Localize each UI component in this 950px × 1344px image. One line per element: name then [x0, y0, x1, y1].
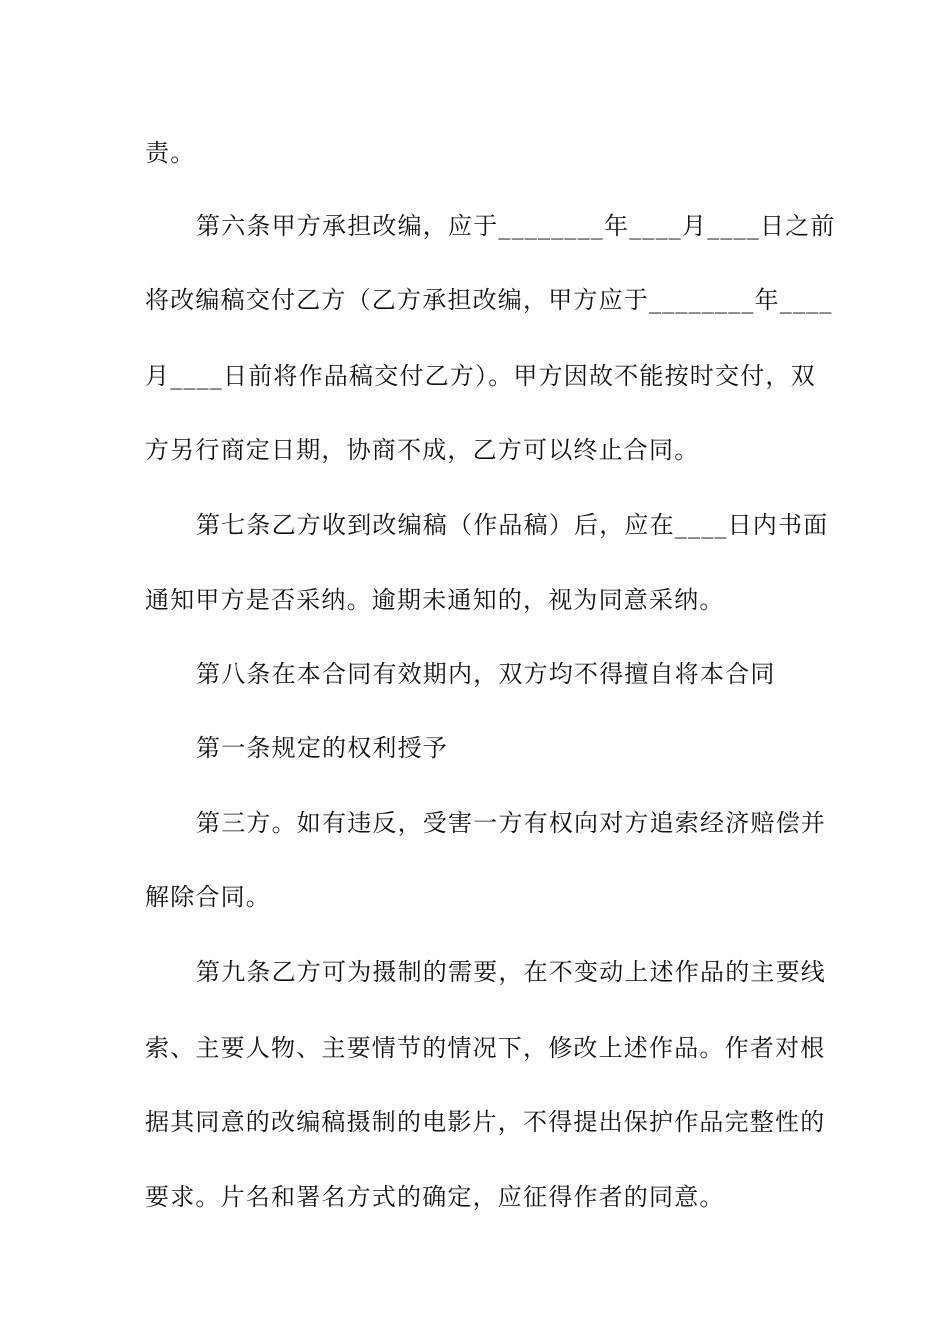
article-8-line-4: 解除合同。	[145, 883, 271, 911]
text-line: 责。	[145, 139, 196, 167]
article-6-line-3: 月____日前将作品稿交付乙方）。甲方因故不能按时交付，双	[145, 362, 816, 390]
article-6-line-1: 第六条甲方承担改编，应于________年____月____日之前	[196, 212, 836, 240]
article-6-line-4: 方另行商定日期，协商不成，乙方可以终止合同。	[145, 436, 700, 464]
article-7-line-2: 通知甲方是否采纳。逾期未通知的，视为同意采纳。	[145, 586, 725, 614]
article-6-line-2: 将改编稿交付乙方（乙方承担改编，甲方应于________年____	[145, 286, 833, 314]
article-9-line-2: 索、主要人物、主要情节的情况下，修改上述作品。作者对根	[145, 1034, 826, 1062]
article-8-line-2: 第一条规定的权利授予	[196, 734, 448, 762]
article-8-line-1: 第八条在本合同有效期内，双方均不得擅自将本合同	[196, 660, 776, 688]
article-7-line-1: 第七条乙方收到改编稿（作品稿）后，应在____日内书面	[196, 511, 829, 539]
article-9-line-3: 据其同意的改编稿摄制的电影片，不得提出保护作品完整性的	[145, 1108, 826, 1136]
article-9-line-4: 要求。片名和署名方式的确定，应征得作者的同意。	[145, 1183, 725, 1211]
article-8-line-3: 第三方。如有违反，受害一方有权向对方追索经济赔偿并	[196, 809, 826, 837]
article-9-line-1: 第九条乙方可为摄制的需要，在不变动上述作品的主要线	[196, 958, 826, 986]
